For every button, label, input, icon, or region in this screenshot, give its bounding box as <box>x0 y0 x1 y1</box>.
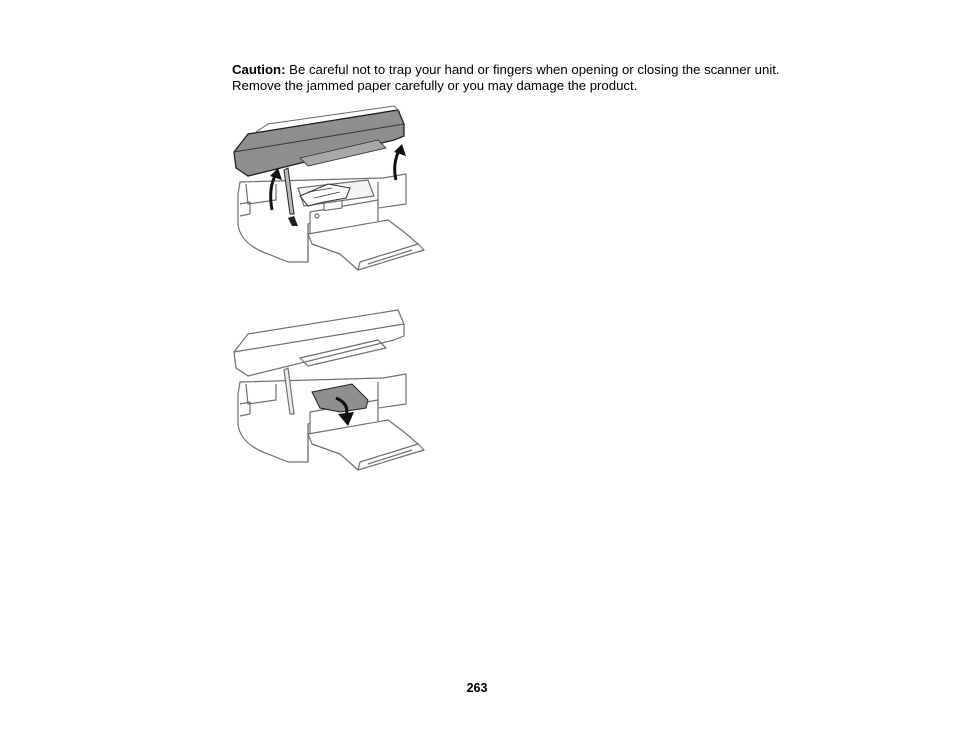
caution-text <box>232 62 872 94</box>
page-number: 263 <box>466 681 488 695</box>
caution-label: Caution: <box>232 62 286 77</box>
caution-line-2: Remove the jammed paper carefully or you may damage the product. <box>232 78 638 93</box>
caution-line-1: Be careful not to trap your hand or fingers when opening or closing the scanner unit. <box>285 62 780 77</box>
printer-scanner-open-icon <box>228 104 440 278</box>
printer-paper-removal-icon <box>228 304 440 478</box>
